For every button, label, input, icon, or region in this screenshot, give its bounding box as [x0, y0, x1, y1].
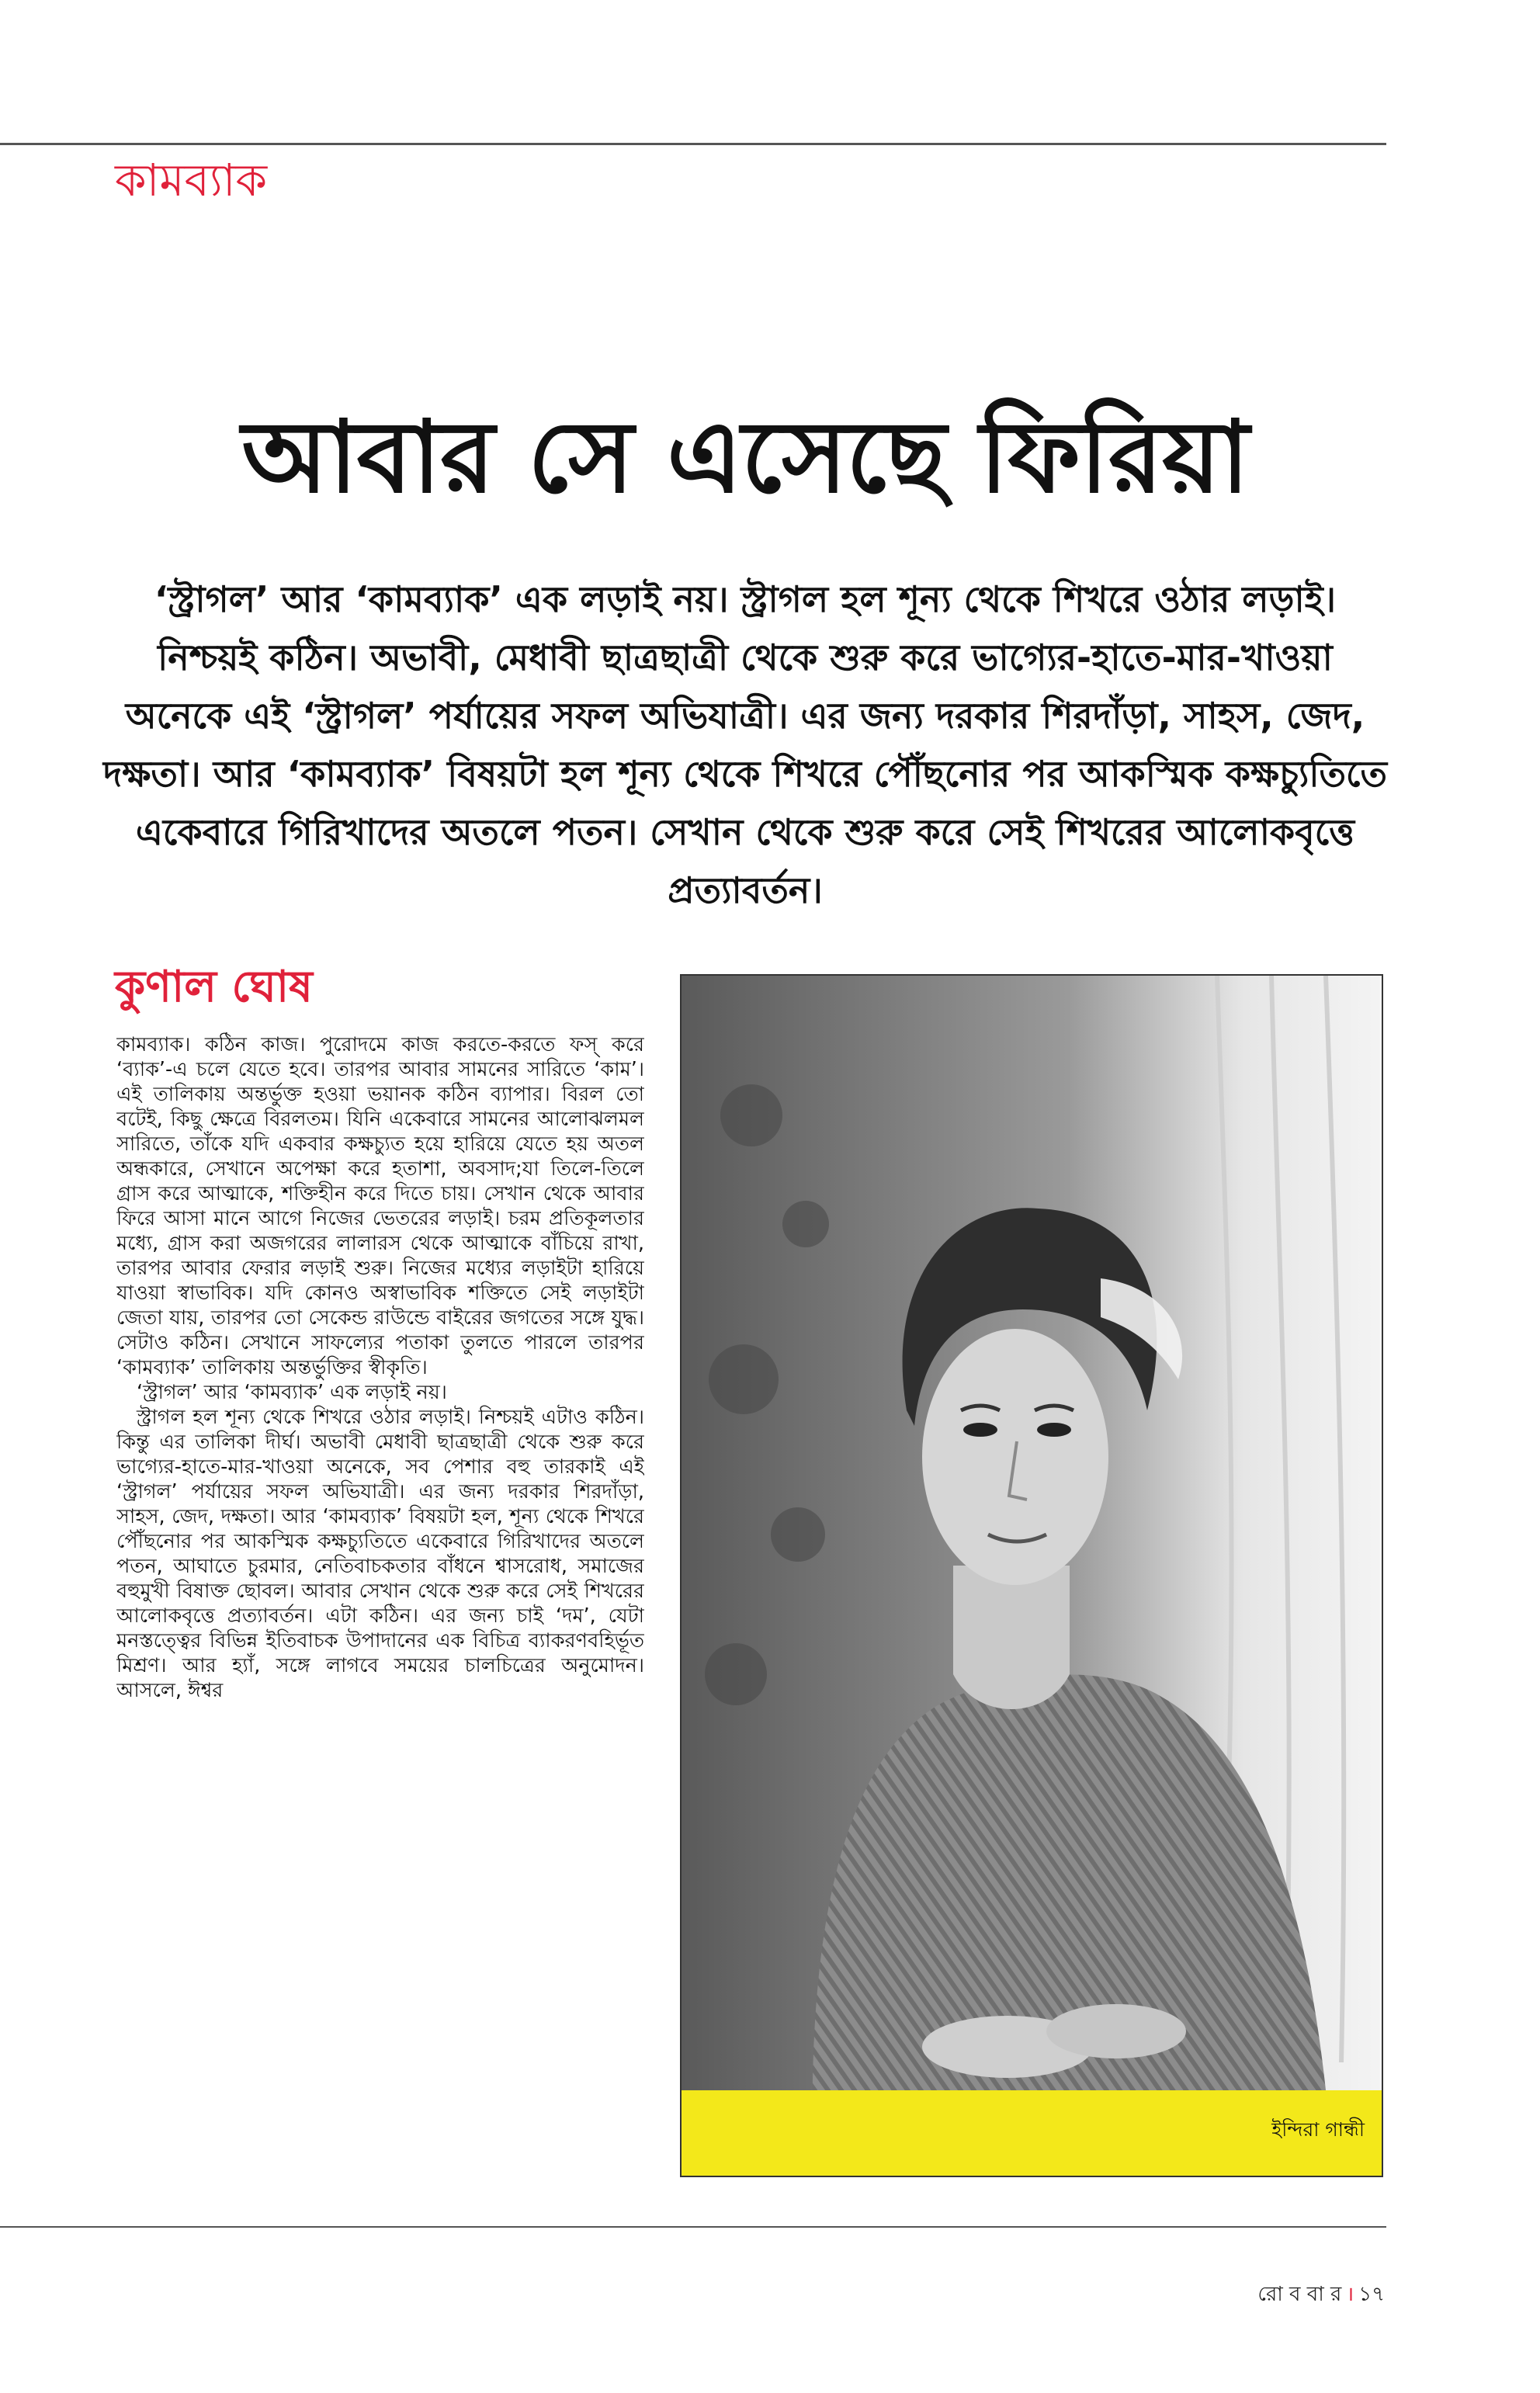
caption-band — [682, 2090, 1382, 2176]
author-byline: কুণাল ঘোষ — [115, 962, 313, 1012]
folio-separator: । — [1346, 2283, 1354, 2306]
top-rule — [0, 143, 1386, 145]
portrait-illustration — [682, 976, 1383, 2177]
body-paragraph: স্ট্রাগল হল শূন্য থেকে শিখরে ওঠার লড়াই। নিশ্চয়ই এটাও কঠিন। কিন্তু এর তালিকা দীর্ঘ। অভাবী মেধাবী ছাত্রছাত্রী থেকে শুরু করে ভাগ্যের-হাতে-মার-খাওয়া অনেকে, সব পেশার বহু তারকাই এই ‘স্ট্রাগল’ পর্যায়ের সফল অভিযাত্রী। এর জন্য দরকার শিরদাঁড়া, সাহস, জেদ, দক্ষতা। আর ‘কামব্যাক’ বিষয়টা হল, শূন্য থেকে শিখরে পৌঁছনোর পর আকস্মিক কক্ষচ্যুতিতে একেবারে গিরিখাদের অতলে পতন, আঘাতে চুরমার, নেতিবাচকতার বাঁধনে শ্বাসরোধ, সমাজের বহুমুখী বিষাক্ত ছোবল। আবার সেখান থেকে শুরু করে সেই শিখরের আলোকবৃত্তে প্রত্যাবর্তন। এটা কঠিন। এর জন্য চাই ‘দম’, যেটা মনস্তত্ত্বের বিভিন্ন ইতিবাচক উপাদানের এক বিচিত্র ব্যাকরণবহির্ভূত মিশ্রণ। আর হ্যাঁ, সঙ্গে লাগবে সময়ের চালচিত্রের অনুমোদন। আসলে, ঈশ্বর — [116, 1406, 644, 1702]
page-number: ১৭ — [1358, 2283, 1385, 2306]
section-label: কামব্যাক — [115, 154, 268, 206]
body-paragraph: ‘স্ট্রাগল’ আর ‘কামব্যাক’ এক লড়াই নয়। — [137, 1381, 447, 1404]
body-paragraph: কামব্যাক। কঠিন কাজ। পুরোদমে কাজ করতে-করতে ফস্ করে ‘ব্যাক’-এ চলে যেতে হবে। তারপর আবার সামনের সারিতে ‘কাম’। এই তালিকায় অন্তর্ভুক্ত হওয়া ভয়ানক কঠিন ব্যাপার। বিরল তো বটেই, কিছু ক্ষেত্রে বিরলতম। যিনি একেবারে সামনের আলোঝলমল সারিতে, তাঁকে যদি একবার কক্ষচ্যুত হয়ে হারিয়ে যেতে হয় অতল অন্ধকারে, সেখানে অপেক্ষা করে হতাশা, অবসাদ;যা তিলে-তিলে গ্রাস করে আত্মাকে, শক্তিহীন করে দিতে চায়। সেখান থেকে আবার ফিরে আসা মানে আগে নিজের ভেতরের লড়াই। চরম প্রতিকূলতার মধ্যে, গ্রাস করা অজগরের লালারস থেকে আত্মাকে বাঁচিয়ে রাখা, তারপর আবার ফেরার লড়াই শুরু। নিজের মধ্যের লড়াইটা হারিয়ে যাওয়া স্বাভাবিক। যদি কোনও অস্বাভাবিক শক্তিতে সেই লড়াইটা জেতা যায়, তারপর তো সেকেন্ড রাউন্ডে বাইরের জগতের সঙ্গে যুদ্ধ। সেটাও কঠিন। সেখানে সাফল্যের পতাকা তুলতে পারলে তারপর ‘কামব্যাক’ তালিকায় অন্তর্ভুক্তির স্বীকৃতি। — [116, 1033, 644, 1379]
article-deck: ‘স্ট্রাগল’ আর ‘কামব্যাক’ এক লড়াই নয়। স্ট্রাগল হল শূন্য থেকে শিখরে ওঠার লড়াই। নিশ্চয়ই কঠিন। অভাবী, মেধাবী ছাত্রছাত্রী থেকে শুরু করে ভাগ্যের-হাতে-মার-খাওয়া অনেকে এই ‘স্ট্রাগল’ পর্যায়ের সফল অভিযাত্রী। এর জন্য দরকার শিরদাঁড়া, সাহস, জেদ, দক্ষতা। আর ‘কামব্যাক’ বিষয়টা হল শূন্য থেকে শিখরে পৌঁছনোর পর আকস্মিক কক্ষচ্যুতিতে একেবারে গিরিখাদের অতলে পতন। সেখান থেকে শুরু করে সেই শিখরের আলোকবৃত্তে প্রত্যাবর্তন। — [102, 578, 1388, 911]
photo-caption: ইন্দিরা গান্ধী — [1271, 2118, 1365, 2141]
magazine-name: রো ব বা র — [1257, 2283, 1342, 2306]
bottom-rule — [0, 2226, 1386, 2228]
page-folio — [1257, 2278, 1385, 2312]
article-headline: আবার সে এসেছে ফিরিয়া — [241, 400, 1249, 515]
portrait-photo — [680, 974, 1383, 2177]
article-body — [116, 1032, 644, 2177]
